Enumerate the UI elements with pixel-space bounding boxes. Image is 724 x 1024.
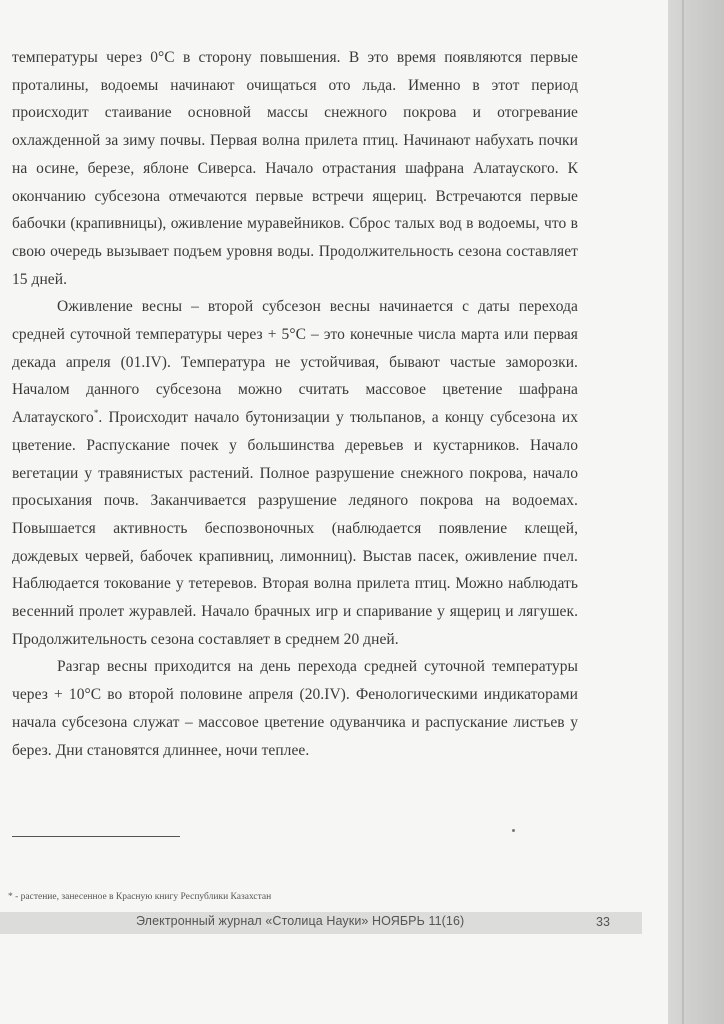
footnote-separator <box>12 836 180 837</box>
footnote-mark: * <box>93 407 99 418</box>
scan-speck <box>512 829 515 832</box>
page-edge-line <box>682 0 684 1024</box>
paragraph-2-text-after-mark: . Происходит начало бутонизации у тюльпанов, а концу субсезона их цветение. Распускание почек у большинства деревьев и кустарников. Начало вегетации у травянистых растений. Полное разрушение снежного покрова, начало просыхания почв. Заканчивается разрушение ледяного покрова на водоемах. Повышается активность беспозвоночных (наблюдается появление клещей, дождевых червей, бабочек крапивниц, лимонниц). Выстав пасек, оживление пчел. Наблюдается токование у тетеревов. Вторая волна прилета птиц. Можно наблюдать весенний пролет журавлей. Начало брачных игр и спаривание у ящериц и лягушек. Продолжительность сезона составляет в среднем 20 дней. <box>12 409 578 648</box>
footnote: * - растение, занесенное в Красную книгу Республики Казахстан <box>8 892 272 902</box>
page-number: 33 <box>596 915 610 929</box>
page-edge-shadow <box>668 0 724 1024</box>
paragraph-3: Разгар весны приходится на день перехода средней суточной температуры через + 10°С во второй половине апреля (20.IV). Фенологическими индикаторами начала субсезона служат – массовое цветение одуванчика и распускание листьев у берез. Дни становятся длиннее, ночи теплее. <box>12 658 578 759</box>
paragraph-2 <box>12 293 578 653</box>
paragraph-1: температуры через 0°С в сторону повышения. В это время появляются первые проталины, водоемы начинают очищаться ото льда. Именно в этот период происходит стаивание основной массы снежного покрова и отогревание охлажденной за зиму почвы. Первая волна прилета птиц. Начинают набухать почки на осине, березе, яблоне Сиверса. Начало отрастания шафрана Алатауского. К окончанию субсезона отмечаются первые встречи ящериц. Встречаются первые бабочки (крапивницы), оживление муравейников. Сброс талых вод в водоемы, что в свою очередь вызывает подъем уровня воды. Продолжительность сезона составляет 15 дней. <box>12 49 578 288</box>
body-text <box>12 44 578 764</box>
footer-journal-title: Электронный журнал «Столица Науки» НОЯБРЬ 11(16) <box>136 914 465 928</box>
paragraph-2-text-before-mark: Оживление весны – второй субсезон весны начинается с даты перехода средней суточной температуры через + 5°С – это конечные числа марта или первая декада апреля (01.IV). Температура не устойчивая, бывают частые заморозки. Началом данного субсезона можно считать массовое цветение шафрана Алатауского <box>12 298 578 427</box>
